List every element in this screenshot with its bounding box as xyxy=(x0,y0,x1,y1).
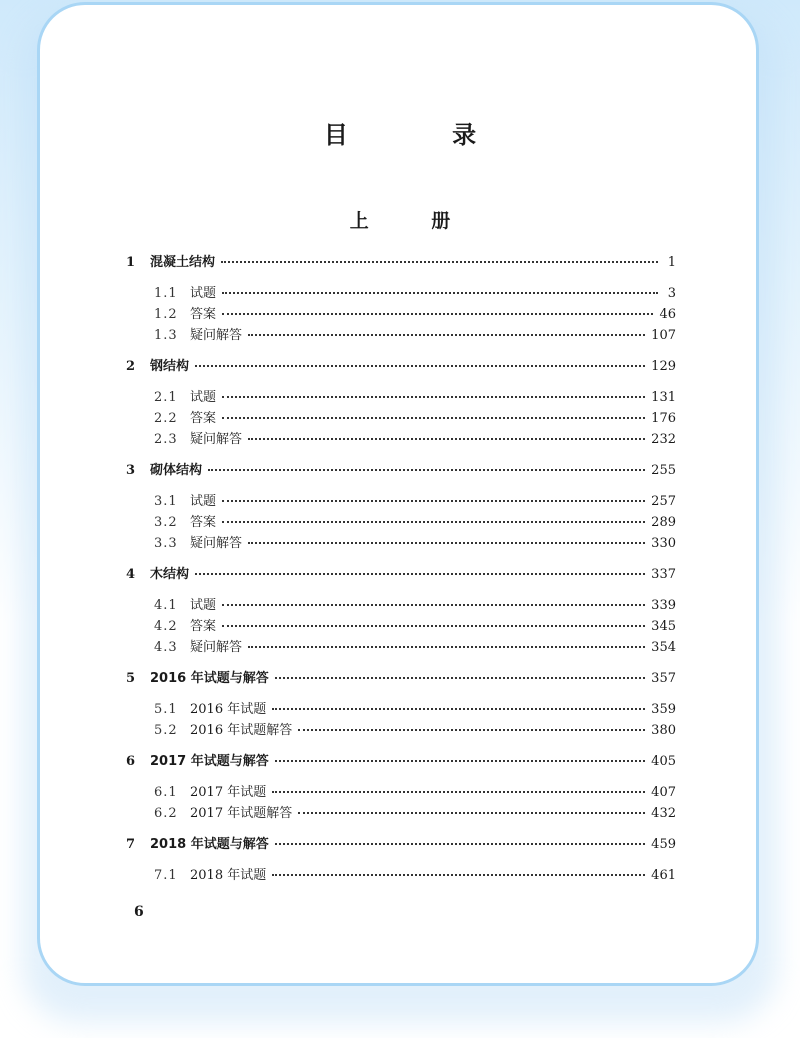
dot-leader xyxy=(222,396,645,398)
toc-entry-page: 129 xyxy=(651,359,676,374)
dot-leader xyxy=(275,677,645,679)
page-title: 目 录 xyxy=(323,121,525,149)
toc-entry-number: 4.1 xyxy=(154,598,178,613)
toc-chapter-entry[interactable] xyxy=(126,252,676,273)
toc-entry-page: 232 xyxy=(651,432,676,447)
toc-entry-title: 2017 年试题解答 xyxy=(190,806,293,821)
toc-section-entry[interactable] xyxy=(126,325,676,346)
toc-entry-title: 疑问解答 xyxy=(190,640,243,655)
toc-chapter-entry[interactable] xyxy=(126,834,676,855)
page-number: 6 xyxy=(134,904,144,920)
toc-entry-page: 380 xyxy=(651,723,676,738)
toc-entry-page: 131 xyxy=(651,390,676,405)
toc-entry-page: 407 xyxy=(651,785,676,800)
toc-section-entry[interactable] xyxy=(126,408,676,429)
toc-entry-number: 5.1 xyxy=(154,702,178,717)
toc-entry-page: 459 xyxy=(651,837,676,852)
dot-leader xyxy=(248,438,645,440)
toc-entry-page: 357 xyxy=(651,671,676,686)
toc-entry-title: 答案 xyxy=(190,307,217,322)
toc-chapter-entry[interactable] xyxy=(126,460,676,481)
toc-section-entry[interactable] xyxy=(126,595,676,616)
toc-entry-title: 2017 年试题 xyxy=(190,785,267,800)
toc-entry-title: 2016 年试题 xyxy=(190,702,267,717)
toc-entry-number: 3 xyxy=(126,463,136,478)
toc-section-entry[interactable] xyxy=(126,491,676,512)
toc-chapter-entry[interactable] xyxy=(126,668,676,689)
toc-section-entry[interactable] xyxy=(126,429,676,450)
toc-chapter-entry[interactable] xyxy=(126,356,676,377)
toc-entry-title: 2017 年试题与解答 xyxy=(150,754,269,769)
dot-leader xyxy=(272,708,645,710)
toc-section-entry[interactable] xyxy=(126,283,676,304)
toc-chapter-entry[interactable] xyxy=(126,751,676,772)
toc-entry-number: 5.2 xyxy=(154,723,178,738)
toc-entry-number: 6.2 xyxy=(154,806,178,821)
toc-entry-title: 2016 年试题解答 xyxy=(190,723,293,738)
toc-entry-page: 3 xyxy=(667,286,676,301)
toc-entry-title: 试题 xyxy=(190,598,217,613)
toc-entry-title: 试题 xyxy=(190,390,217,405)
toc-section-entry[interactable] xyxy=(126,533,676,554)
toc-entry-title: 试题 xyxy=(190,494,217,509)
dot-leader xyxy=(222,417,645,419)
toc-entry-number: 5 xyxy=(126,671,136,686)
toc-entry-number: 2 xyxy=(126,359,136,374)
toc-section-entry[interactable] xyxy=(126,387,676,408)
toc-entry-page: 339 xyxy=(651,598,676,613)
toc-entry-title: 钢结构 xyxy=(150,359,190,374)
dot-leader xyxy=(222,625,645,627)
toc-entry-number: 1.1 xyxy=(154,286,178,301)
toc-entry-page: 461 xyxy=(651,868,676,883)
toc-entry-number: 3.3 xyxy=(154,536,178,551)
toc-entry-title: 混凝土结构 xyxy=(150,255,216,270)
toc-entry-page: 359 xyxy=(651,702,676,717)
toc-entry-title: 2016 年试题与解答 xyxy=(150,671,269,686)
toc-section-entry[interactable] xyxy=(126,512,676,533)
dot-leader xyxy=(222,521,645,523)
toc-entry-page: 107 xyxy=(651,328,676,343)
toc-entry-number: 4 xyxy=(126,567,136,582)
toc-entry-page: 345 xyxy=(651,619,676,634)
toc-entry-page: 176 xyxy=(651,411,676,426)
toc-entry-page: 354 xyxy=(651,640,676,655)
toc-entry-number: 4.3 xyxy=(154,640,178,655)
toc-entry-page: 255 xyxy=(651,463,676,478)
dot-leader xyxy=(275,843,645,845)
toc-entry-number: 1.2 xyxy=(154,307,178,322)
toc-entry-page: 432 xyxy=(651,806,676,821)
toc-section-entry[interactable] xyxy=(126,865,676,886)
toc-entry-number: 1.3 xyxy=(154,328,178,343)
toc-entry-number: 6 xyxy=(126,754,136,769)
dot-leader xyxy=(275,760,645,762)
toc-section-entry[interactable] xyxy=(126,304,676,325)
toc-entry-title: 答案 xyxy=(190,515,217,530)
dot-leader xyxy=(272,791,645,793)
toc-chapter-entry[interactable] xyxy=(126,564,676,585)
dot-leader xyxy=(222,313,653,315)
toc-section-entry[interactable] xyxy=(126,782,676,803)
toc-entry-page: 1 xyxy=(667,255,676,270)
dot-leader xyxy=(195,573,645,575)
toc-section-entry[interactable] xyxy=(126,803,676,824)
toc-entry-number: 3.1 xyxy=(154,494,178,509)
dot-leader xyxy=(248,646,645,648)
toc-entry-title: 疑问解答 xyxy=(190,536,243,551)
toc-entry-number: 2.3 xyxy=(154,432,178,447)
toc-entry-number: 6.1 xyxy=(154,785,178,800)
toc-entry-title: 2018 年试题 xyxy=(190,868,267,883)
dot-leader xyxy=(195,365,645,367)
volume-title: 上 册 xyxy=(349,210,479,232)
toc-section-entry[interactable] xyxy=(126,699,676,720)
toc-entry-title: 答案 xyxy=(190,619,217,634)
dot-leader xyxy=(272,874,645,876)
toc-entry-title: 疑问解答 xyxy=(190,432,243,447)
dot-leader xyxy=(298,812,645,814)
toc-entry-page: 46 xyxy=(659,307,676,322)
toc-entry-page: 405 xyxy=(651,754,676,769)
toc-entry-number: 1 xyxy=(126,255,136,270)
toc-entry-page: 257 xyxy=(651,494,676,509)
toc-section-entry[interactable] xyxy=(126,720,676,741)
toc-entry-page: 289 xyxy=(651,515,676,530)
dot-leader xyxy=(208,469,645,471)
toc-entry-title: 疑问解答 xyxy=(190,328,243,343)
toc-entry-title: 答案 xyxy=(190,411,217,426)
dot-leader xyxy=(222,292,658,294)
dot-leader xyxy=(222,604,645,606)
toc-entry-number: 4.2 xyxy=(154,619,178,634)
dot-leader xyxy=(298,729,645,731)
toc-entry-title: 试题 xyxy=(190,286,217,301)
toc-entry-page: 330 xyxy=(651,536,676,551)
toc-section-entry[interactable] xyxy=(126,616,676,637)
dot-leader xyxy=(248,334,645,336)
toc-entry-number: 2.2 xyxy=(154,411,178,426)
dot-leader xyxy=(221,261,658,263)
toc-entry-number: 7.1 xyxy=(154,868,178,883)
toc-entry-number: 2.1 xyxy=(154,390,178,405)
toc-entry-title: 砌体结构 xyxy=(150,463,203,478)
toc-entry-number: 3.2 xyxy=(154,515,178,530)
toc-entry-title: 2018 年试题与解答 xyxy=(150,837,269,852)
dot-leader xyxy=(248,542,645,544)
toc-section-entry[interactable] xyxy=(126,637,676,658)
toc-entry-number: 7 xyxy=(126,837,136,852)
toc-entry-page: 337 xyxy=(651,567,676,582)
dot-leader xyxy=(222,500,645,502)
toc-entry-title: 木结构 xyxy=(150,567,190,582)
table-of-contents xyxy=(126,252,676,886)
